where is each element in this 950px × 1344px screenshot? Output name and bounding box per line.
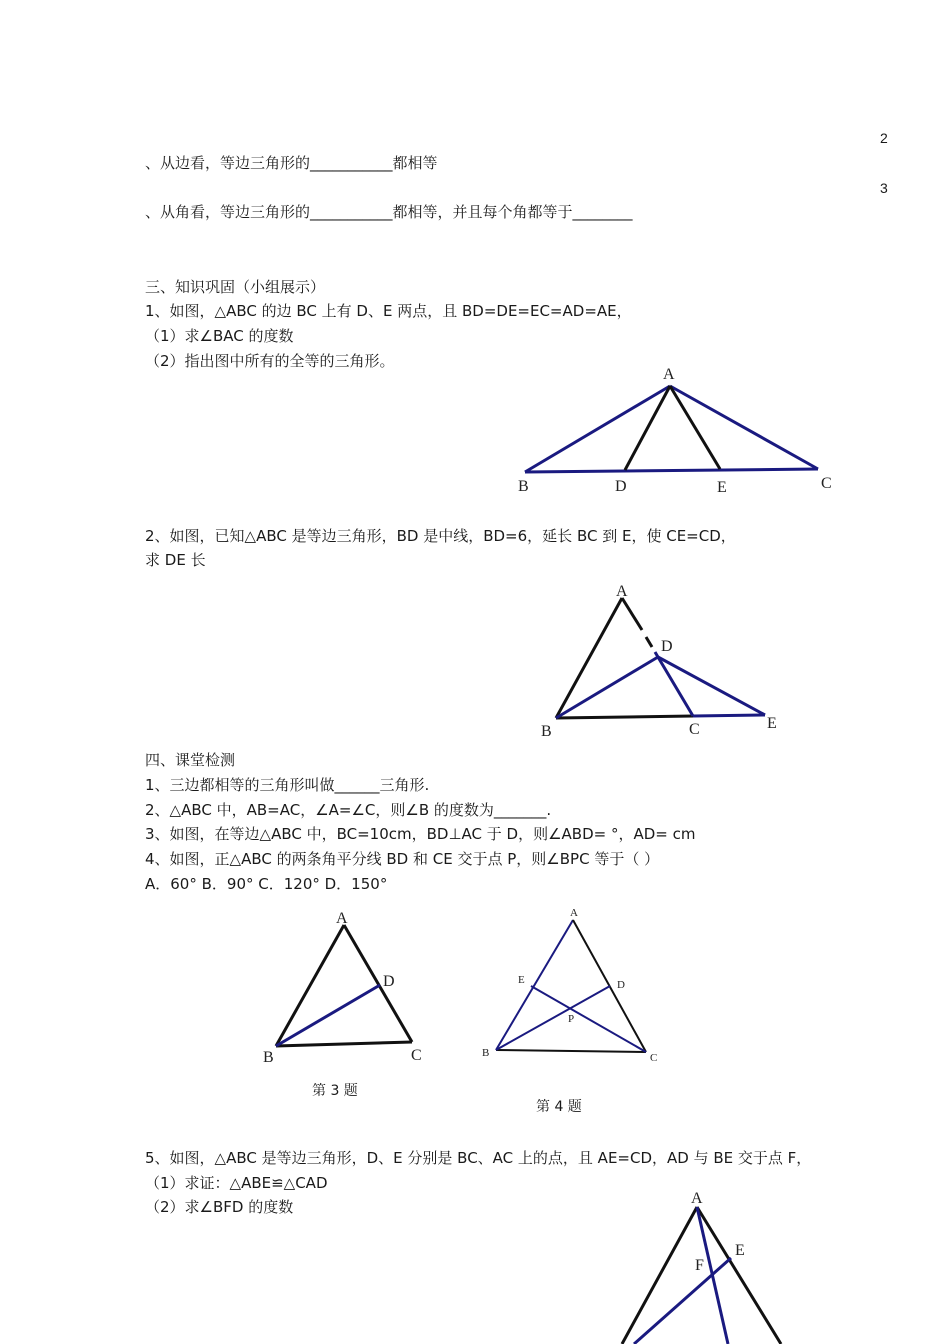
fig4-label-e: E bbox=[518, 974, 525, 986]
fig2-label-d: D bbox=[661, 638, 673, 655]
s3-q1-part2: （2）指出图中所有的全等的三角形。 bbox=[145, 352, 395, 370]
fig4-caption: 第 4 题 bbox=[536, 1099, 582, 1115]
fig1-label-d: D bbox=[615, 478, 627, 495]
fig1-label-c: C bbox=[821, 475, 832, 492]
s4-q3: 3、如图，在等边△ABC 中，BC=10cm，BD⊥AC 于 D，则∠ABD= °，AD= cm bbox=[145, 825, 696, 843]
figure-2 bbox=[541, 583, 777, 740]
s3-q2-stem: 2、如图，已知△ABC 是等边三角形，BD 是中线，BD=6，延长 BC 到 E，使 CE=CD， bbox=[145, 527, 736, 545]
fig3-label-b: B bbox=[263, 1049, 274, 1066]
fig4-label-p: P bbox=[568, 1013, 575, 1025]
figure-5 bbox=[622, 1190, 781, 1344]
fig1-label-a: A bbox=[663, 366, 675, 383]
s3-q2-stem2: 求 DE 长 bbox=[145, 551, 206, 569]
figure-4 bbox=[482, 907, 657, 1064]
fig4-label-a: A bbox=[570, 907, 578, 919]
s3-q1-part1: （1）求∠BAC 的度数 bbox=[145, 327, 294, 345]
s4-q4: 4、如图，正△ABC 的两条角平分线 BD 和 CE 交于点 P，则∠BPC 等于（ ） bbox=[145, 850, 660, 868]
fig5-label-a: A bbox=[691, 1190, 703, 1207]
page-number-2: 2 bbox=[880, 130, 888, 146]
figure-1 bbox=[518, 366, 832, 496]
figure-3 bbox=[263, 910, 422, 1066]
fig2-label-a: A bbox=[616, 583, 628, 600]
fig3-label-a: A bbox=[336, 910, 348, 927]
fig3-label-d: D bbox=[383, 973, 395, 990]
fill-line-sides: 、从边看，等边三角形的___________都相等 bbox=[145, 154, 438, 172]
fig1-label-e: E bbox=[717, 479, 727, 496]
s4-q2: 2、△ABC 中，AB=AC，∠A=∠C，则∠B 的度数为_______. bbox=[145, 801, 552, 819]
s4-q4-options: A．60° B．90° C．120° D．150° bbox=[145, 875, 388, 893]
fig3-label-c: C bbox=[411, 1047, 422, 1064]
fig4-label-c: C bbox=[650, 1052, 658, 1064]
fig3-caption: 第 3 题 bbox=[312, 1083, 358, 1099]
page-number-3: 3 bbox=[880, 180, 888, 196]
fig5-label-e: E bbox=[735, 1242, 745, 1259]
section-3-title: 三、知识巩固（小组展示） bbox=[145, 278, 326, 296]
fig2-label-e: E bbox=[767, 715, 777, 732]
fig2-label-c: C bbox=[689, 721, 700, 738]
s4-q5-stem: 5、如图，△ABC 是等边三角形，D、E 分别是 BC、AC 上的点，且 AE=CD，AD 与 BE 交于点 F， bbox=[145, 1149, 812, 1167]
fill-line-angles: 、从角看，等边三角形的___________都相等，并且每个角都等于________ bbox=[145, 203, 633, 221]
s3-q1-stem: 1、如图，△ABC 的边 BC 上有 D、E 两点，且 BD=DE=EC=AD=AE， bbox=[145, 302, 632, 320]
section-4-title: 四、课堂检测 bbox=[145, 751, 236, 769]
fig4-label-d: D bbox=[617, 979, 625, 991]
s4-q5-part1: （1）求证：△ABE≌△CAD bbox=[145, 1174, 328, 1192]
fig5-label-f: F bbox=[695, 1257, 704, 1274]
fig4-label-b: B bbox=[482, 1047, 490, 1059]
fig1-label-b: B bbox=[518, 478, 529, 495]
s4-q1: 1、三边都相等的三角形叫做______三角形. bbox=[145, 776, 430, 794]
fig2-label-b: B bbox=[541, 723, 552, 740]
s4-q5-part2: （2）求∠BFD 的度数 bbox=[145, 1198, 294, 1216]
